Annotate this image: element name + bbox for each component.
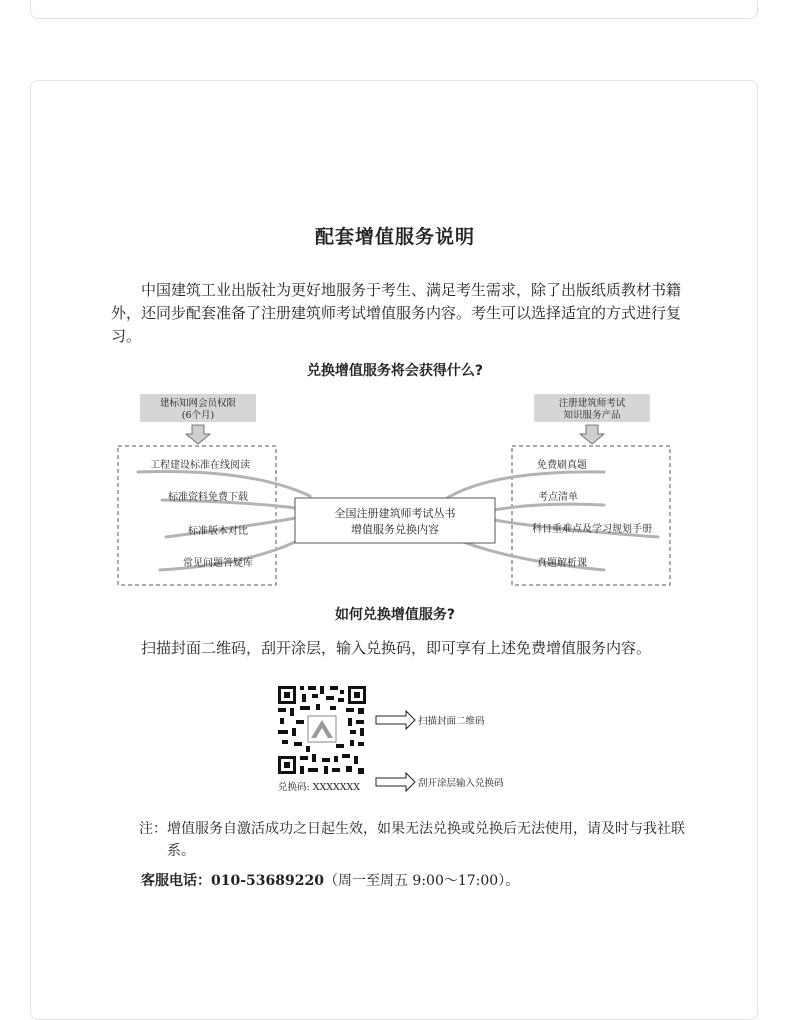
right-header-line1: 注册建筑师考试 [558,398,626,409]
instruction-text: 扫描封面二维码，刮开涂层，输入兑换码，即可享有上述免费增值服务内容。 [141,639,652,657]
right-item-1: 免费刷真题 [537,460,587,471]
right-down-arrow-icon [580,425,604,444]
section-title-benefits: 兑换增值服务将会获得什么? [306,363,484,379]
arrow-right-icon [376,773,415,791]
center-box [295,498,495,543]
section-title-how-to: 如何兑换增值服务? [334,607,456,623]
customer-service-line [141,870,701,892]
qr-redeem-illustration [270,680,530,800]
service-mind-map [110,390,680,590]
service-phone-number: 010-53689220 [211,873,324,889]
service-label: 客服电话： [141,873,211,889]
center-line2: 增值服务兑换内容 [351,523,439,536]
page-title: 配套增值服务说明 [314,226,475,248]
left-header-line2: (6个月) [181,410,215,421]
note-text: 注：增值服务自激活成功之日起生效，如果无法兑换或兑换后无法使用，请及时与我社联系。 [139,821,685,859]
right-item-4: 真题解析课 [537,558,587,569]
right-item-3: 科目重难点及学习规划手册 [532,524,652,535]
left-branches [138,472,310,571]
left-item-4: 常见问题答疑库 [183,558,253,569]
intro-paragraph: 中国建筑工业出版社为更好地服务于考生、满足考生需求，除了出版纸质教材书籍外，还同步配套准备了注册建筑师考试增值服务内容。考生可以选择适宜的方式进行复习。 [111,281,682,345]
left-item-3: 标准版本对比 [188,526,248,537]
right-header-line2: 知识服务产品 [563,410,621,421]
qr-code-icon [276,684,368,776]
arrow-right-icon [376,711,415,729]
previous-page-card [30,0,758,19]
left-down-arrow-icon [186,425,210,444]
left-item-1: 工程建设标准在线阅读 [150,460,250,471]
qr-step1-label: 扫描封面二维码 [418,716,485,727]
left-header-line1: 建标知网会员权限 [159,398,237,409]
right-item-2: 考点清单 [538,492,578,503]
right-group-box [512,446,670,585]
qr-step2-label: 刮开涂层输入兑换码 [418,778,504,789]
service-hours: （周一至周五 9:00～17:00）。 [323,873,520,889]
center-line1: 全国注册建筑师考试丛书 [334,507,456,520]
redeem-code-label: 兑换码: XXXXXXX [278,782,361,793]
left-item-2: 标准资料免费下载 [168,492,248,503]
